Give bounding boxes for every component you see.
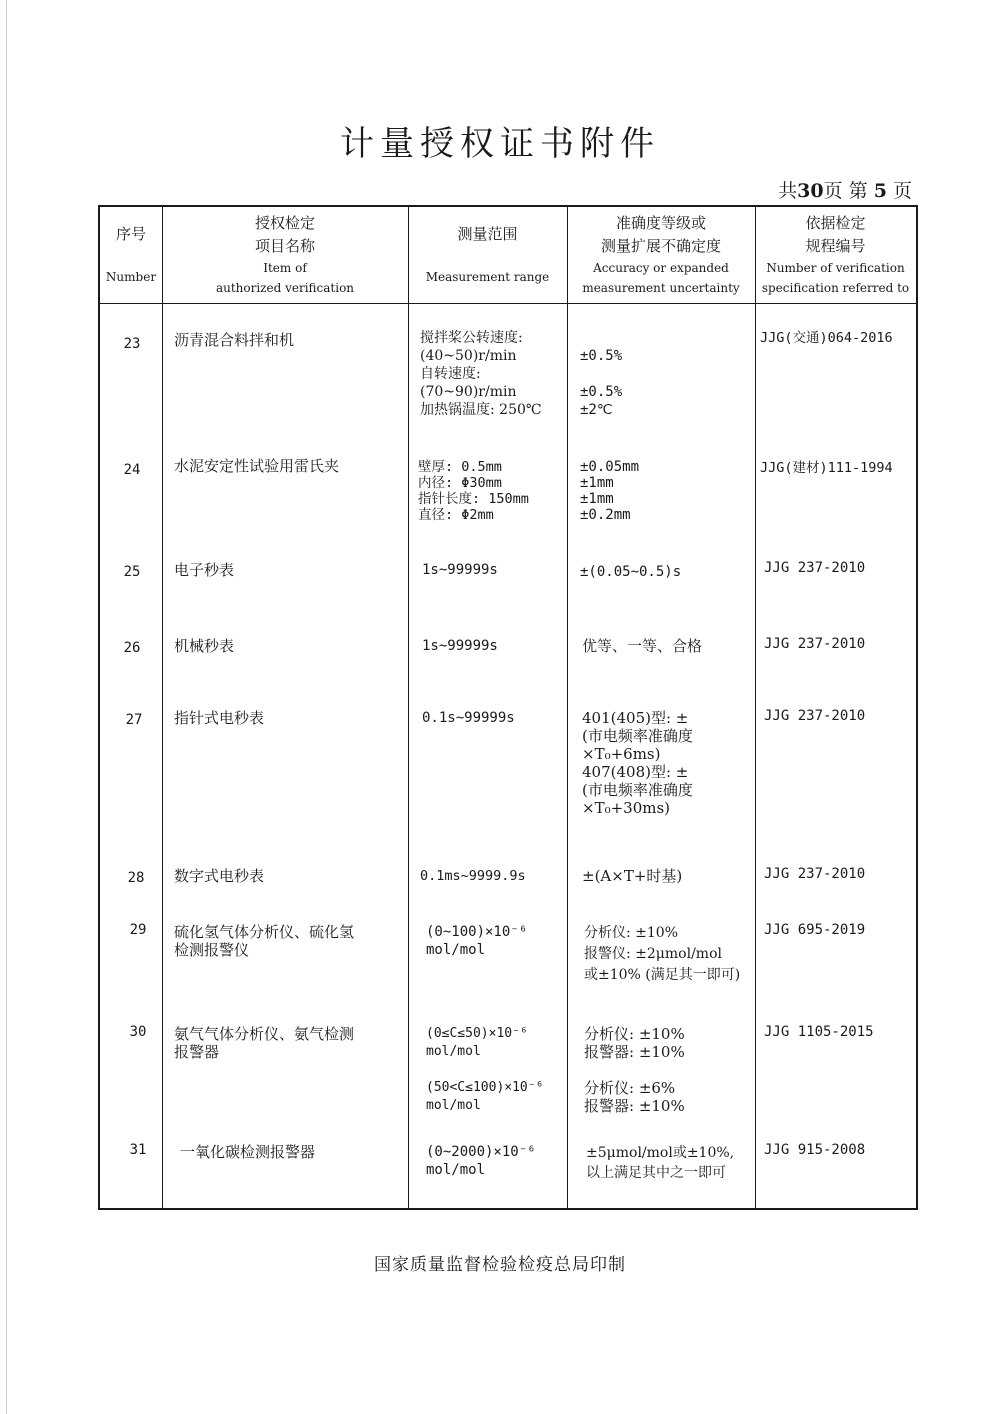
- row-25-accuracy: ±(0.05~0.5)s: [580, 564, 682, 580]
- row-29-number: 29: [129, 922, 147, 938]
- authorization-table: [98, 205, 918, 1210]
- row-24-spec: JJG(建材)111-1994: [760, 460, 893, 476]
- header-accuracy-zh-1: 准确度等级或: [615, 213, 706, 232]
- header-spec: [755, 207, 916, 303]
- row-30-spec: JJG 1105-2015: [764, 1024, 874, 1040]
- header-divider: [100, 303, 916, 304]
- header-accuracy: [567, 207, 755, 303]
- header-item-zh-1: 授权检定: [254, 213, 315, 232]
- row-24-number: 24: [123, 462, 141, 478]
- header-spec-en-2: specification referred to: [761, 281, 910, 296]
- page-info-middle: 页 第: [823, 180, 868, 202]
- row-27-spec: JJG 237-2010: [764, 708, 866, 724]
- row-30-item: 氨气气体分析仪、氨气检测 报警器: [174, 1025, 355, 1061]
- header-item-en-1: Item of: [263, 260, 307, 275]
- header-number-zh: 序号: [115, 224, 146, 243]
- header-item-en-2: authorized verification: [215, 281, 355, 296]
- page-info-suffix: 页: [892, 180, 912, 202]
- row-27-item: 指针式电秒表: [174, 709, 265, 727]
- column-divider: [408, 207, 409, 1208]
- header-item: [162, 207, 408, 303]
- row-27-accuracy: 401(405)型: ± (市电频率准确度 ×T₀+6ms) 407(408)型: ± (市电频率准确度 ×T₀+30ms): [582, 709, 693, 817]
- header-item-zh-2: 项目名称: [254, 237, 315, 256]
- row-26-number: 26: [123, 640, 141, 656]
- row-29-item: 硫化氢气体分析仪、硫化氢 检测报警仪: [174, 923, 355, 959]
- footer-printer: 国家质量监督检验检疫总局印制: [374, 1255, 626, 1275]
- row-23-spec: JJG(交通)064-2016: [760, 330, 893, 346]
- row-26-spec: JJG 237-2010: [764, 636, 866, 652]
- header-range-en: Measurement range: [425, 270, 550, 285]
- scan-edge-line: [6, 0, 7, 1414]
- row-24-item: 水泥安定性试验用雷氏夹: [174, 457, 340, 475]
- row-31-item: 一氧化碳检测报警器: [180, 1143, 316, 1161]
- header-number: [100, 207, 162, 303]
- row-25-number: 25: [123, 564, 141, 580]
- row-25-item: 电子秒表: [174, 561, 235, 579]
- header-number-en: Number: [105, 270, 157, 285]
- column-divider: [567, 207, 568, 1208]
- row-30-accuracy: 分析仪: ±10% 报警器: ±10% 分析仪: ±6% 报警器: ±10%: [584, 1025, 685, 1115]
- page-total: 30: [797, 180, 824, 202]
- row-31-accuracy: ±5μmol/mol或±10%, 以上满足其中之一即可: [586, 1145, 735, 1181]
- row-25-spec: JJG 237-2010: [764, 560, 866, 576]
- row-27-range: 0.1s~99999s: [422, 710, 515, 726]
- row-31-spec: JJG 915-2008: [764, 1142, 866, 1158]
- row-23-item: 沥青混合料拌和机: [174, 331, 295, 349]
- document-title: 计量授权证书附件: [340, 124, 660, 164]
- row-27-number: 27: [125, 712, 143, 728]
- row-23-number: 23: [123, 336, 141, 352]
- header-accuracy-en-1: Accuracy or expanded: [593, 260, 729, 275]
- row-24-accuracy: ±0.05mm ±1mm ±1mm ±0.2mm: [580, 459, 640, 523]
- row-28-accuracy: ±(A×T+时基): [582, 867, 683, 885]
- header-range-zh: 测量范围: [457, 224, 518, 243]
- row-31-number: 31: [129, 1142, 147, 1158]
- row-29-range: (0~100)×10⁻⁶ mol/mol: [426, 924, 528, 958]
- row-26-item: 机械秒表: [174, 637, 235, 655]
- row-26-accuracy: 优等、一等、合格: [582, 637, 703, 655]
- row-23-accuracy: ±0.5% ±0.5% ±2℃: [580, 348, 623, 418]
- header-accuracy-en-2: measurement uncertainty: [582, 281, 740, 296]
- row-28-spec: JJG 237-2010: [764, 866, 866, 882]
- row-26-range: 1s~99999s: [422, 638, 498, 654]
- row-29-spec: JJG 695-2019: [764, 922, 866, 938]
- row-30-range: (0≤C≤50)×10⁻⁶ mol/mol (50<C≤100)×10⁻⁶ mol/mol: [426, 1026, 544, 1113]
- header-spec-zh-2: 规程编号: [805, 237, 866, 256]
- row-31-range: (0~2000)×10⁻⁶ mol/mol: [426, 1144, 536, 1178]
- header-spec-en-1: Number of verification: [766, 260, 905, 275]
- row-28-range: 0.1ms~9999.9s: [420, 868, 526, 884]
- row-24-range: 壁厚: 0.5mm 内径: Φ30mm 指针长度: 150mm 直径: Φ2mm: [418, 459, 529, 523]
- row-29-accuracy: 分析仪: ±10% 报警仪: ±2μmol/mol 或±10% (满足其一即可): [584, 925, 741, 983]
- header-spec-zh-1: 依据检定: [805, 213, 866, 232]
- column-divider: [755, 207, 756, 1208]
- row-28-item: 数字式电秒表: [174, 867, 265, 885]
- header-range: [408, 207, 567, 303]
- page-info: [700, 176, 912, 203]
- header-accuracy-zh-2: 测量扩展不确定度: [600, 237, 721, 256]
- row-25-range: 1s~99999s: [422, 562, 498, 578]
- row-23-range: 搅拌桨公转速度: (40~50)r/min 自转速度: (70~90)r/min 加热锅温度: 250℃: [420, 330, 542, 418]
- row-28-number: 28: [127, 870, 145, 886]
- column-divider: [162, 207, 163, 1208]
- row-30-number: 30: [129, 1024, 147, 1040]
- page-info-prefix: 共: [778, 180, 798, 202]
- page-current: 5: [873, 180, 887, 202]
